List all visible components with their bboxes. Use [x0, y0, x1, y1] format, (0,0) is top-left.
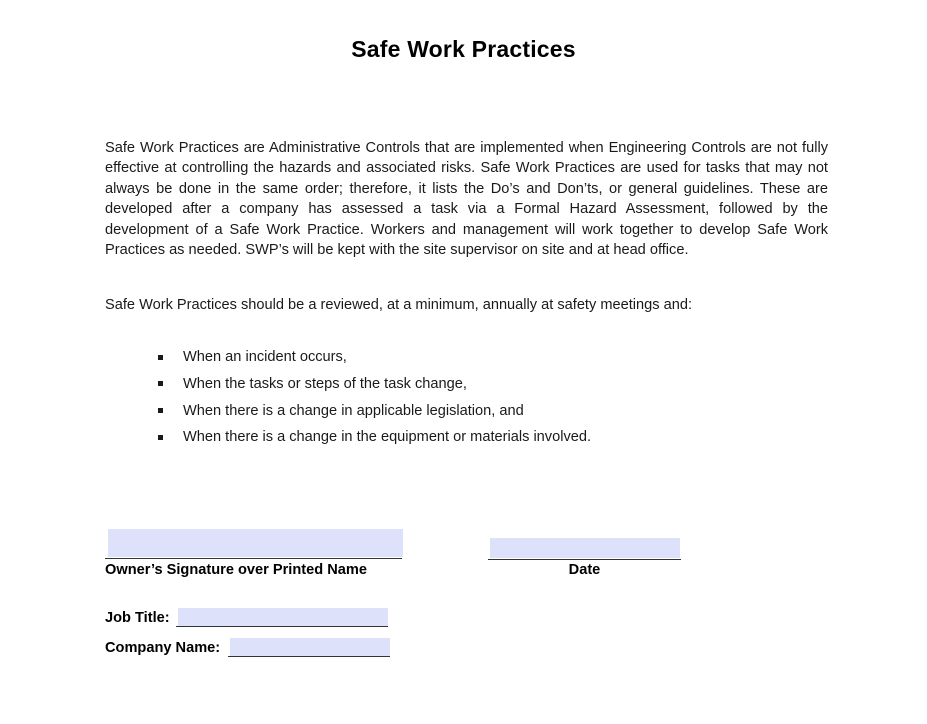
job-title-label: Job Title: — [105, 610, 170, 626]
list-item-label: When an incident occurs, — [183, 349, 347, 365]
job-title-input[interactable] — [178, 608, 388, 626]
review-intro-paragraph: Safe Work Practices should be a reviewed, at a minimum, annually at safety meetings and: — [105, 297, 693, 313]
company-name-rule — [228, 656, 390, 657]
signature-input[interactable] — [108, 529, 403, 557]
signature-rule — [105, 558, 402, 559]
signature-label: Owner’s Signature over Printed Name — [105, 562, 367, 578]
job-title-rule — [176, 626, 388, 627]
intro-paragraph: Safe Work Practices are Administrative Controls that are implemented when Engineering Controls are not fully effective at controlling the hazards and associated risks. Safe Work Practices are used for tasks that may not always be done in the same order; therefore, it lists the Do’s and Don’ts, or general guidelines. These are developed after a company has assessed a task via a Formal Hazard Assessment, followed by the development of a Safe Work Practice. Workers and management will work together to develop Safe Work Practices as needed. SWP’s will be kept with the site supervisor on site and at head office. — [105, 140, 828, 259]
page-title: Safe Work Practices — [351, 36, 576, 62]
list-item-label: When there is a change in applicable legislation, and — [183, 402, 524, 419]
date-rule — [488, 559, 681, 560]
date-label: Date — [568, 562, 601, 578]
company-name-input[interactable] — [230, 638, 390, 656]
date-input[interactable] — [490, 538, 680, 558]
company-name-label: Company Name: — [105, 640, 221, 656]
list-item-label: When there is a change in the equipment or materials involved. — [183, 429, 592, 446]
list-item-label: When the tasks or steps of the task change, — [183, 375, 467, 392]
